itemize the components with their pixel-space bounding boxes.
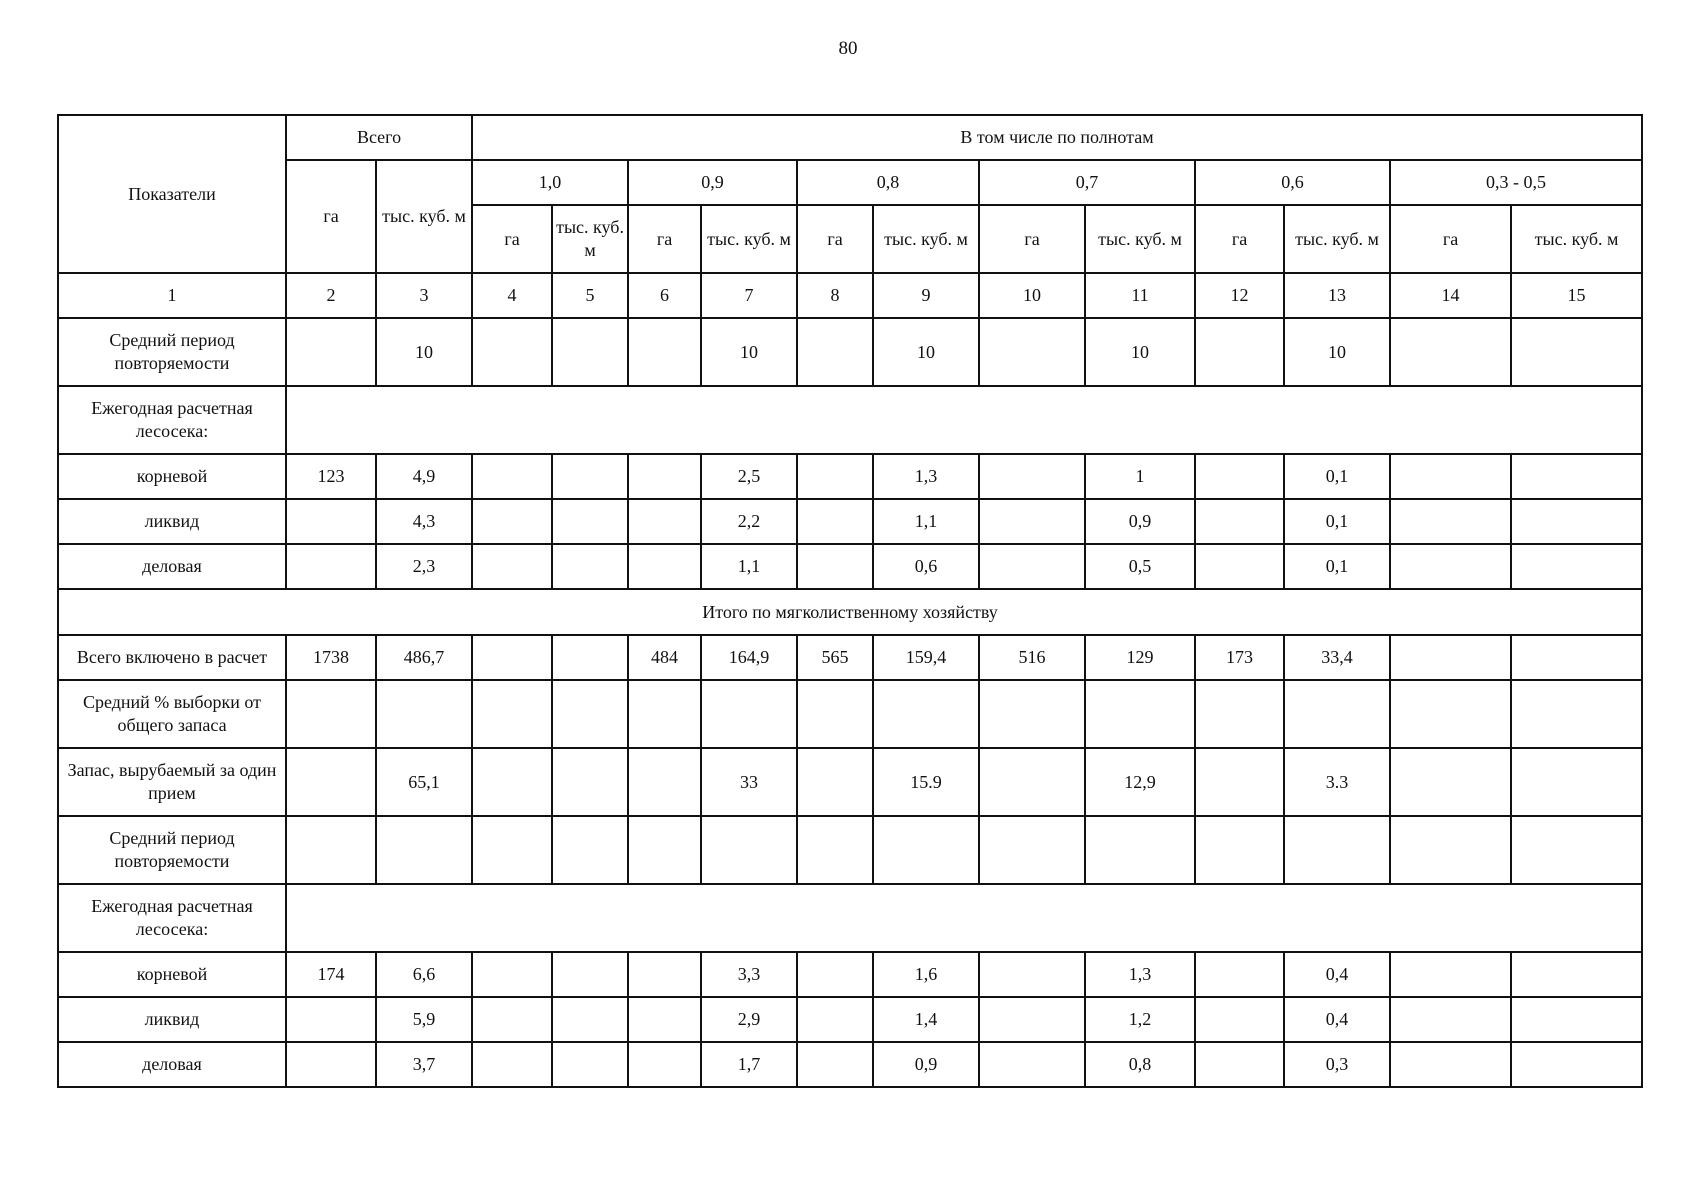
group-label-row	[58, 386, 1642, 454]
column-number: 7	[701, 273, 797, 318]
table-cell: 0,3	[1284, 1042, 1390, 1087]
table-cell: 0,6	[873, 544, 979, 589]
table-cell	[1390, 816, 1511, 884]
column-number: 15	[1511, 273, 1642, 318]
row-label: ликвид	[58, 997, 286, 1042]
table-cell	[376, 680, 472, 748]
table-cell: 1,3	[873, 454, 979, 499]
table-cell	[472, 816, 552, 884]
table-cell	[1195, 544, 1284, 589]
row-label: Запас, вырубаемый за один прием	[58, 748, 286, 816]
section-title: Итого по мягколиственному хозяйству	[58, 589, 1642, 635]
table-cell: 10	[1085, 318, 1195, 386]
table-cell	[797, 748, 873, 816]
table-cell	[1390, 499, 1511, 544]
table-cell	[552, 680, 628, 748]
table-cell: 164,9	[701, 635, 797, 680]
table-cell	[1085, 680, 1195, 748]
table-row	[58, 816, 1642, 884]
table-cell	[472, 544, 552, 589]
table-cell	[1511, 499, 1642, 544]
row-label: Всего включено в расчет	[58, 635, 286, 680]
table-cell	[628, 544, 701, 589]
table-cell	[472, 997, 552, 1042]
header-unit-ha: га	[1195, 205, 1284, 273]
table-cell	[979, 816, 1085, 884]
table-cell	[797, 544, 873, 589]
column-number: 13	[1284, 273, 1390, 318]
table-cell: 5,9	[376, 997, 472, 1042]
table-cell	[628, 816, 701, 884]
table-cell: 6,6	[376, 952, 472, 997]
table-cell	[1284, 680, 1390, 748]
table-cell	[873, 680, 979, 748]
header-indicators: Показатели	[58, 115, 286, 273]
table-cell: 1,6	[873, 952, 979, 997]
row-label: Средний период повторяемости	[58, 816, 286, 884]
header-density-1-0: 1,0	[472, 160, 628, 205]
table-cell	[1195, 816, 1284, 884]
column-number: 5	[552, 273, 628, 318]
table-cell: 3,3	[701, 952, 797, 997]
table-cell	[552, 952, 628, 997]
table-cell	[1390, 1042, 1511, 1087]
table-row	[58, 680, 1642, 748]
header-unit-tcm: тыс. куб. м	[1284, 205, 1390, 273]
table-cell	[1390, 748, 1511, 816]
table-cell	[1511, 454, 1642, 499]
table-row	[58, 952, 1642, 997]
group-label-row	[58, 884, 1642, 952]
table-cell: 10	[873, 318, 979, 386]
header-unit-ha: га	[979, 205, 1085, 273]
table-cell	[1511, 680, 1642, 748]
table-cell	[979, 748, 1085, 816]
column-number: 14	[1390, 273, 1511, 318]
table-cell: 3.3	[1284, 748, 1390, 816]
table-cell	[1195, 680, 1284, 748]
table-cell	[1390, 952, 1511, 997]
table-row	[58, 499, 1642, 544]
table-cell	[1511, 997, 1642, 1042]
table-cell	[873, 816, 979, 884]
table-cell	[797, 680, 873, 748]
table-cell: 129	[1085, 635, 1195, 680]
column-number: 4	[472, 273, 552, 318]
table-cell: 33,4	[1284, 635, 1390, 680]
table-cell	[979, 997, 1085, 1042]
table-cell	[797, 499, 873, 544]
header-density-0-9: 0,9	[628, 160, 797, 205]
table-cell	[1195, 454, 1284, 499]
row-label: ликвид	[58, 499, 286, 544]
table-cell	[979, 1042, 1085, 1087]
table-cell	[552, 816, 628, 884]
header-row-densities	[58, 160, 1642, 205]
table-cell	[472, 680, 552, 748]
table-cell	[628, 454, 701, 499]
table-cell	[286, 1042, 376, 1087]
table-cell	[1195, 1042, 1284, 1087]
table-cell	[797, 952, 873, 997]
table-cell	[286, 680, 376, 748]
table-cell: 2,5	[701, 454, 797, 499]
header-unit-ha: га	[797, 205, 873, 273]
table-cell	[797, 454, 873, 499]
column-number: 1	[58, 273, 286, 318]
table-cell: 1738	[286, 635, 376, 680]
table-cell	[628, 499, 701, 544]
table-cell: 10	[376, 318, 472, 386]
table-cell: 10	[1284, 318, 1390, 386]
table-cell: 1,1	[701, 544, 797, 589]
row-label: Средний % выборки от общего запаса	[58, 680, 286, 748]
table-cell	[797, 318, 873, 386]
table-cell	[472, 952, 552, 997]
table-row	[58, 635, 1642, 680]
table-cell	[552, 499, 628, 544]
table-cell	[286, 997, 376, 1042]
table-cell: 0,4	[1284, 952, 1390, 997]
row-label: корневой	[58, 454, 286, 499]
table-cell	[979, 454, 1085, 499]
table-cell	[797, 1042, 873, 1087]
table-cell: 1,1	[873, 499, 979, 544]
table-cell: 0,1	[1284, 499, 1390, 544]
table-cell	[1195, 318, 1284, 386]
header-density-0-3-0-5: 0,3 - 0,5	[1390, 160, 1642, 205]
table-cell	[797, 997, 873, 1042]
table-cell: 12,9	[1085, 748, 1195, 816]
table-cell	[472, 499, 552, 544]
table-row	[58, 997, 1642, 1042]
table-cell	[286, 318, 376, 386]
table-cell	[628, 318, 701, 386]
table-body	[58, 115, 1642, 1087]
table-cell: 1,4	[873, 997, 979, 1042]
table-cell	[628, 748, 701, 816]
table-cell: 4,9	[376, 454, 472, 499]
table-cell: 0,1	[1284, 544, 1390, 589]
table-cell: 565	[797, 635, 873, 680]
table-cell: 0,9	[1085, 499, 1195, 544]
table-cell	[979, 318, 1085, 386]
header-unit-tcm: тыс. куб. м	[552, 205, 628, 273]
table-cell	[472, 1042, 552, 1087]
table-cell: 0,1	[1284, 454, 1390, 499]
table-cell: 516	[979, 635, 1085, 680]
empty-span-cell	[286, 884, 1642, 952]
table-cell: 15.9	[873, 748, 979, 816]
table-cell	[472, 318, 552, 386]
table-cell	[286, 748, 376, 816]
table-cell	[1390, 318, 1511, 386]
table-cell	[472, 454, 552, 499]
header-unit-tcm: тыс. куб. м	[1085, 205, 1195, 273]
table-cell	[1284, 816, 1390, 884]
table-cell	[1511, 318, 1642, 386]
table-cell	[552, 454, 628, 499]
table-cell: 0,9	[873, 1042, 979, 1087]
header-row-groups	[58, 115, 1642, 160]
row-label: деловая	[58, 544, 286, 589]
column-number: 12	[1195, 273, 1284, 318]
table-cell: 1,3	[1085, 952, 1195, 997]
table-cell	[552, 748, 628, 816]
table-cell: 159,4	[873, 635, 979, 680]
table-cell	[701, 816, 797, 884]
table-cell	[552, 318, 628, 386]
table-cell	[628, 1042, 701, 1087]
table-row	[58, 544, 1642, 589]
header-unit-tcm: тыс. куб. м	[1511, 205, 1642, 273]
table-cell	[552, 997, 628, 1042]
table-cell	[1390, 997, 1511, 1042]
header-unit-tcm: тыс. куб. м	[701, 205, 797, 273]
header-total: Всего	[286, 115, 472, 160]
table-cell: 484	[628, 635, 701, 680]
table-cell	[701, 680, 797, 748]
row-label: корневой	[58, 952, 286, 997]
header-unit-ha: га	[472, 205, 552, 273]
table-cell	[1195, 748, 1284, 816]
table-cell	[979, 680, 1085, 748]
table-cell	[552, 544, 628, 589]
header-total-tcm: тыс. куб. м	[376, 160, 472, 273]
column-number: 9	[873, 273, 979, 318]
table-row	[58, 1042, 1642, 1087]
table-cell	[1390, 544, 1511, 589]
table-cell	[1195, 499, 1284, 544]
table-cell	[1511, 952, 1642, 997]
table-cell	[979, 544, 1085, 589]
table-cell	[1511, 544, 1642, 589]
header-density-0-6: 0,6	[1195, 160, 1390, 205]
header-density-0-8: 0,8	[797, 160, 979, 205]
table-cell	[1390, 680, 1511, 748]
table-cell: 0,8	[1085, 1042, 1195, 1087]
table-cell	[286, 816, 376, 884]
table-cell: 1,2	[1085, 997, 1195, 1042]
table-cell: 174	[286, 952, 376, 997]
table-cell: 2,9	[701, 997, 797, 1042]
table-cell	[628, 997, 701, 1042]
table-cell: 173	[1195, 635, 1284, 680]
table-row	[58, 454, 1642, 499]
table-cell: 2,3	[376, 544, 472, 589]
empty-span-cell	[286, 386, 1642, 454]
header-by-density: В том числе по полнотам	[472, 115, 1642, 160]
column-number: 8	[797, 273, 873, 318]
header-unit-ha: га	[1390, 205, 1511, 273]
table-cell: 33	[701, 748, 797, 816]
table-cell: 0,5	[1085, 544, 1195, 589]
column-number: 3	[376, 273, 472, 318]
table-cell	[628, 680, 701, 748]
table-cell	[1390, 454, 1511, 499]
table-cell: 4,3	[376, 499, 472, 544]
table-cell: 486,7	[376, 635, 472, 680]
table-cell: 65,1	[376, 748, 472, 816]
row-label: Средний период повторяемости	[58, 318, 286, 386]
table-cell	[552, 1042, 628, 1087]
row-label: Ежегодная расчетная лесосека:	[58, 386, 286, 454]
page-number: 80	[838, 38, 858, 59]
table-cell: 0,4	[1284, 997, 1390, 1042]
table-cell	[628, 952, 701, 997]
row-label: Ежегодная расчетная лесосека:	[58, 884, 286, 952]
row-label: деловая	[58, 1042, 286, 1087]
table-cell	[286, 544, 376, 589]
table-row	[58, 748, 1642, 816]
table-cell	[1390, 635, 1511, 680]
table-cell	[1195, 952, 1284, 997]
table-cell	[286, 499, 376, 544]
table-cell	[1511, 635, 1642, 680]
column-numbers-row	[58, 273, 1642, 318]
header-unit-tcm: тыс. куб. м	[873, 205, 979, 273]
column-number: 11	[1085, 273, 1195, 318]
table-row	[58, 318, 1642, 386]
table-cell	[979, 499, 1085, 544]
header-density-0-7: 0,7	[979, 160, 1195, 205]
column-number: 10	[979, 273, 1085, 318]
column-number: 2	[286, 273, 376, 318]
table-cell: 1,7	[701, 1042, 797, 1087]
table-cell	[1085, 816, 1195, 884]
table-cell	[979, 952, 1085, 997]
table-cell	[1195, 997, 1284, 1042]
header-unit-ha: га	[628, 205, 701, 273]
table-cell	[376, 816, 472, 884]
table-cell	[472, 748, 552, 816]
table-cell	[1511, 816, 1642, 884]
table-cell	[472, 635, 552, 680]
header-total-ha: га	[286, 160, 376, 273]
column-number: 6	[628, 273, 701, 318]
table-cell	[1511, 748, 1642, 816]
table-cell	[797, 816, 873, 884]
table-cell: 1	[1085, 454, 1195, 499]
section-row	[58, 589, 1642, 635]
table-cell: 123	[286, 454, 376, 499]
forest-data-table	[57, 114, 1643, 1088]
table-cell: 10	[701, 318, 797, 386]
table-cell: 3,7	[376, 1042, 472, 1087]
table-cell: 2,2	[701, 499, 797, 544]
table-cell	[1511, 1042, 1642, 1087]
table-cell	[552, 635, 628, 680]
